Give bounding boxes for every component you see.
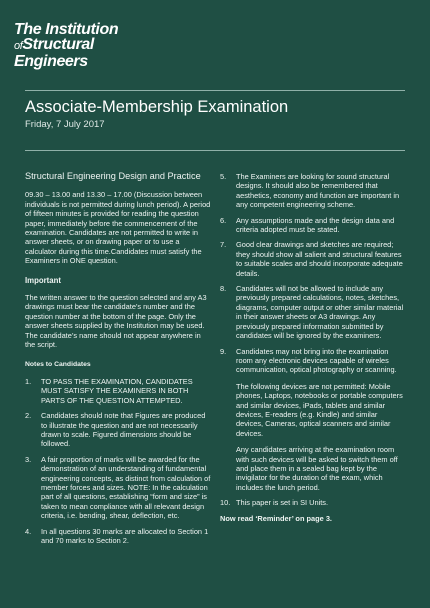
reminder-text: Now read ‘Reminder’ on page 3. xyxy=(220,513,332,523)
note-text: A fair proportion of marks will be awarded for the demonstration of an understanding of fundamental engineering concepts, as distinct from calculation of member forces and sizes. NOTE: In the calculation part of all questions, establishing “form and size” is taken to mean compliance with all relevant design criteria, i.e. bending, shear, deflection, etc. xyxy=(41,454,211,521)
institution-logo xyxy=(14,22,118,69)
subject-heading: Structural Engineering Design and Practice xyxy=(25,171,201,181)
exam-date: Friday, 7 July 2017 xyxy=(25,119,105,130)
note-item xyxy=(220,347,406,493)
note-item xyxy=(220,284,406,340)
note-number: 5. xyxy=(220,172,227,181)
note-number: 4. xyxy=(25,526,32,536)
note-text: Any assumptions made and the design data and criteria adopted must be stated. xyxy=(236,215,395,235)
logo-line1: The Institution xyxy=(14,21,119,38)
note-text: Candidates will not be allowed to include any previously prepared calculations, notes, sketches, diagrams, computer output or other similar material in their answer sheets or A3 drawings. Any previously prepared information submitted by candidates will be ignored by the examiners. xyxy=(236,284,404,341)
note-number: 2. xyxy=(25,411,32,421)
note-number: 6. xyxy=(220,215,227,225)
note-text: TO PASS THE EXAMINATION, CANDIDATES MUST SATISFY THE EXAMINERS IN BOTH PARTS OF THE QUESTION ATTEMPTED. xyxy=(41,376,193,405)
note-text: The Examiners are looking for sound structural designs. It should also be remembered that aesthetics, economy and function are important in any competent engineering scheme. xyxy=(236,172,400,210)
note-item xyxy=(220,172,406,210)
header-rule-top xyxy=(25,90,405,91)
logo-line3: Engineers xyxy=(14,53,88,70)
right-column xyxy=(220,172,406,529)
logo-of: of xyxy=(14,40,23,52)
note-text: Any candidates arriving at the examination room with such devices will be asked to switch them off and place them in a sealed bag kept by the invigilator for the duration of the exam, which includes the lunch period. xyxy=(236,445,398,492)
note-item xyxy=(25,455,213,521)
note-text: Candidates may not bring into the examination room any electronic devices capable of wireles communication, optical photography or scanning. xyxy=(236,346,397,375)
note-text: This paper is set in SI Units. xyxy=(236,498,329,508)
notes-list-left xyxy=(25,377,213,546)
note-number: 1. xyxy=(25,376,32,386)
note-text: Candidates should note that Figures are produced to illustrate the question and are not necessarily drawn to scale. Figured dimensions should be followed. xyxy=(41,411,206,449)
intro-paragraph: 09.30 – 13.00 and 13.30 – 17.00 (Discussion between individuals is not permitted during lunch period). A period of fifteen minutes is provided for reading the question paper, immediately before the commencement of the examination. Candidates are not permitted to write in answer sheets, or on drawing paper or to use a calculator during this time.Candidates must satisfy the Examiners in ONE question. xyxy=(25,190,211,266)
note-text: Good clear drawings and sketches are required; they should show all salient and structural features to suitable scales and should incorporate adequate details. xyxy=(236,240,403,278)
note-item xyxy=(25,377,213,405)
logo-structural: Structural xyxy=(22,36,94,53)
note-number: 10. xyxy=(220,498,231,508)
note-item xyxy=(25,527,213,546)
note-item xyxy=(25,411,213,449)
note-item xyxy=(220,240,406,278)
page-title: Associate-Membership Examination xyxy=(25,98,289,116)
left-column xyxy=(25,172,213,551)
note-number: 9. xyxy=(220,346,227,356)
important-heading: Important xyxy=(25,275,61,285)
note-number: 8. xyxy=(220,284,227,294)
note-text: In all questions 30 marks are allocated to Section 1 and 70 marks to Section 2. xyxy=(41,526,209,545)
notes-heading: Notes to Candidates xyxy=(25,360,91,368)
note-text: The following devices are not permitted: Mobile phones, Laptops, notebooks or portable computers and similar devices, iPads, tablets and similar devices, E-readers (e.g. Kindle) and similar devices, Cameras, optical scanners and similar devices. xyxy=(236,381,403,438)
important-paragraph: The written answer to the question selected and any A3 drawings must bear the candidate’s number and the question number at the bottom of the page. Only the answer sheets supplied by the Institution may be used. The candidate’s name should not appear anywhere in the script. xyxy=(25,293,207,350)
note-text-group xyxy=(236,347,406,493)
note-number: 7. xyxy=(220,240,227,250)
notes-list-right xyxy=(220,172,406,508)
note-item xyxy=(220,498,406,507)
logo-line2 xyxy=(14,37,118,54)
header-rule-bottom xyxy=(25,150,405,151)
note-item xyxy=(220,216,406,235)
note-number: 3. xyxy=(25,454,32,464)
